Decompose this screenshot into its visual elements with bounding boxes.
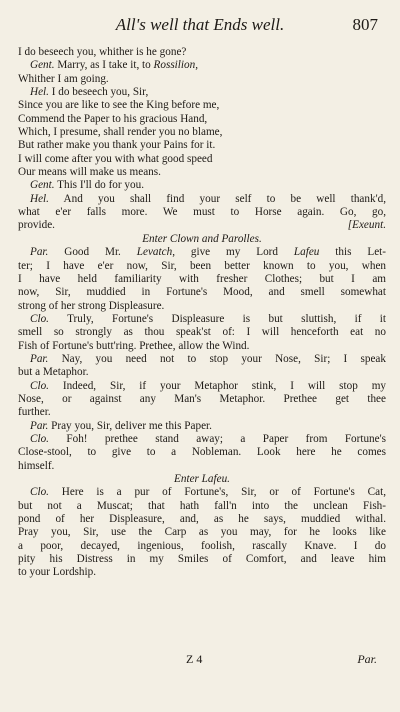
- text-line: Close-stool, to give to a Nobleman. Look here he comes: [18, 446, 386, 459]
- text-line: Whither I am going.: [18, 72, 109, 85]
- speech-line: Clo. Foh! prethee stand away; a Paper from Fortune's: [30, 432, 386, 445]
- text-line: now, Sir, muddied in Fortune's Mood, and smell somewhat: [18, 286, 386, 299]
- text-line: I will come after you with what good speed: [18, 152, 213, 165]
- speech-line: Clo. Here is a pur of Fortune's, Sir, or of Fortune's Cat,: [30, 486, 386, 499]
- speech-line: Par. Nay, you need not to stop your Nose, Sir; I speak: [30, 352, 386, 365]
- text-line: provide. [Exeunt.: [18, 219, 386, 232]
- speech-line: Clo. Indeed, Sir, if your Metaphor stink, I will stop my: [30, 379, 386, 392]
- page-footer: [0, 652, 400, 668]
- speaker-helena: Hel.: [30, 86, 49, 99]
- text-line: Our means will make us means.: [18, 166, 161, 179]
- text-line: pity his Distress in my Smiles of Comfort, and leave him: [18, 553, 386, 566]
- speech-line: Par. Good Mr. Levatch, give my Lord Lafeu this Let-: [30, 246, 386, 259]
- speaker-clown: Clo.: [30, 432, 49, 445]
- speech-line: Gent. This I'll do for you.: [30, 179, 144, 192]
- text-line: I do beseech you, whither is he gone?: [18, 46, 187, 58]
- text-line: Pray you, Sir, use the Carp as you may, for he looks like: [18, 526, 386, 539]
- speaker-parolles: Par.: [30, 419, 49, 432]
- speaker-gentleman: Gent.: [30, 179, 55, 192]
- text-line: Fish of Fortune's butt'ring. Prethee, allow the Wind.: [18, 339, 250, 352]
- text-line: further.: [18, 406, 51, 419]
- text-line: Nose, or against any Man's Metaphor. Prethee get thee: [18, 392, 386, 405]
- speaker-clown: Clo.: [30, 379, 49, 392]
- speech-line: Hel. I do beseech you, Sir,: [30, 86, 149, 99]
- text-line: to your Lordship.: [18, 566, 96, 579]
- catchword: Par.: [357, 652, 377, 666]
- speech-line: Hel. And you shall find your self to be well thank'd,: [30, 192, 386, 205]
- text-line: Commend the Paper to his gracious Hand,: [18, 112, 208, 125]
- speaker-helena: Hel.: [30, 192, 49, 205]
- speaker-parolles: Par.: [30, 352, 49, 365]
- running-title: All's well that Ends well.: [115, 15, 285, 34]
- text-line: pond of her Displeasure, and, as he says, muddied withal.: [18, 513, 386, 526]
- exit-direction: [Exeunt.: [347, 219, 386, 232]
- text-line: I have held familiarity with fresher Clothes; but I am: [18, 272, 386, 285]
- text-line: smell so strongly as thou speak'st of: I will henceforth eat no: [18, 326, 386, 339]
- text-line: Which, I presume, shall render you no blame,: [18, 126, 223, 139]
- text-line: But rather make you thank your Pains for it.: [18, 139, 216, 152]
- speaker-parolles: Par.: [30, 246, 49, 259]
- page-header: [0, 15, 400, 37]
- text-line: ter; I have e'er now, Sir, been better known to you, when: [18, 259, 386, 272]
- text-line: Since you are like to see the King before me,: [18, 99, 220, 112]
- speech-line: Clo. Truly, Fortune's Displeasure is but sluttish, if it: [30, 312, 386, 325]
- speech-line: Par. Pray you, Sir, deliver me this Paper.: [30, 419, 212, 432]
- text-line: but not a Muscat; that hath fall'n into the unclean Fish-: [18, 499, 386, 512]
- speaker-clown: Clo.: [30, 486, 49, 499]
- stage-direction: Enter Lafeu.: [174, 473, 230, 485]
- speech-line: Gent. Marry, as I take it, to Rossilion,: [30, 59, 198, 72]
- play-text: [18, 46, 386, 580]
- speaker-gentleman: Gent.: [30, 59, 55, 72]
- speaker-clown: Clo.: [30, 312, 49, 325]
- page-number: 807: [352, 15, 378, 34]
- text-line: a poor, decayed, ingenious, foolish, rascally Knave. I do: [18, 539, 386, 552]
- text-line: strong of her strong Displeasure.: [18, 299, 165, 312]
- text-line: but a Metaphor.: [18, 366, 89, 379]
- text-line: himself.: [18, 459, 55, 472]
- text-line: what e'er falls more. We must to Horse again. Go, go,: [18, 206, 386, 219]
- stage-direction: Enter Clown and Parolles.: [142, 232, 262, 245]
- signature-mark: Z 4: [186, 652, 203, 666]
